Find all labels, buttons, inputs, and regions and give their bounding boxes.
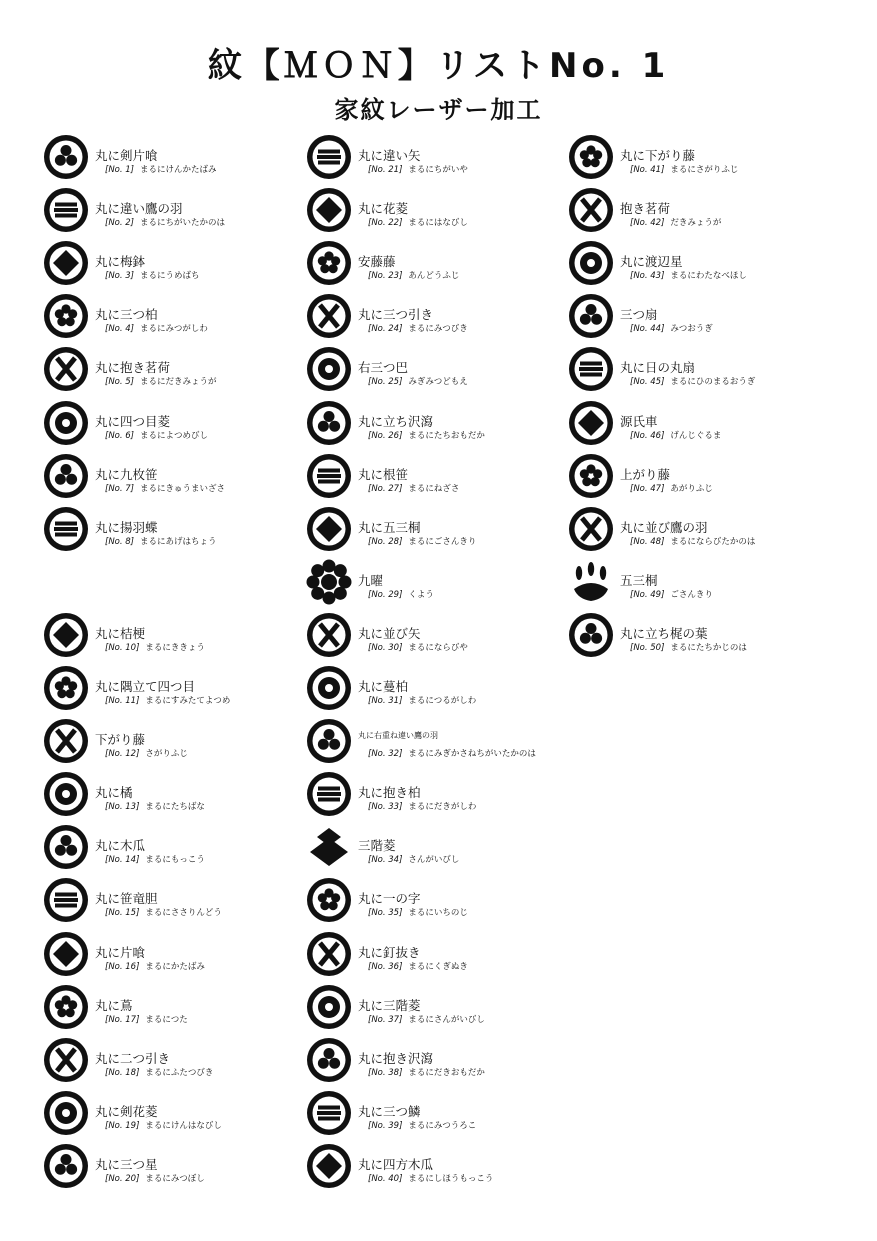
crest-meta	[105, 216, 225, 228]
crest-entry	[568, 453, 828, 503]
crest-number: [No. 27]	[368, 483, 403, 494]
crest-reading: まるにささりんどう	[145, 908, 222, 919]
crest-name: 丸に橘	[95, 785, 133, 801]
crest-meta	[368, 747, 536, 759]
crest-entry	[306, 1090, 566, 1140]
crest-emblem-icon	[306, 453, 352, 499]
crest-number: [No. 38]	[368, 1067, 403, 1078]
crest-reading: まるにかたばみ	[145, 961, 205, 972]
crest-number: [No. 34]	[368, 855, 403, 866]
crest-reading: まるにふたつびき	[145, 1067, 214, 1078]
crest-meta	[105, 853, 205, 865]
crest-name: 丸に四つ目菱	[95, 413, 171, 429]
crest-reading: まるにみつうろこ	[408, 1120, 477, 1131]
crest-meta	[368, 588, 434, 600]
crest-name: 丸に立ち梶の葉	[620, 625, 708, 641]
crest-name: 丸に三階菱	[358, 997, 421, 1013]
crest-number: [No. 7]	[105, 483, 135, 494]
crest-name: 丸に花菱	[358, 201, 409, 217]
crest-reading: まるにひのまるおうぎ	[670, 377, 756, 388]
crest-meta	[105, 535, 217, 547]
crest-number: [No. 26]	[368, 430, 403, 441]
crest-name: 丸に五三桐	[358, 519, 421, 535]
crest-number: [No. 13]	[105, 802, 140, 813]
crest-meta	[105, 429, 208, 441]
crest-reading: みぎみつどもえ	[408, 377, 468, 388]
crest-number: [No. 15]	[105, 908, 140, 919]
crest-reading: まるにたちおもだか	[408, 430, 485, 441]
crest-number: [No. 41]	[630, 165, 665, 175]
crest-number: [No. 33]	[368, 802, 403, 813]
crest-number: [No. 4]	[105, 324, 135, 335]
crest-emblem-icon	[43, 400, 89, 446]
crest-emblem-icon	[306, 718, 352, 764]
crest-number: [No. 5]	[105, 377, 135, 388]
crest-meta	[368, 853, 459, 865]
crest-emblem-icon	[568, 187, 614, 233]
crest-number: [No. 19]	[105, 1120, 140, 1131]
crest-name: 下がり藤	[95, 732, 146, 748]
crest-reading: まるによつめびし	[140, 430, 209, 441]
crest-name: 丸に剣片喰	[95, 148, 158, 163]
crest-entry	[306, 1143, 566, 1193]
crest-reading: だきみょうが	[670, 218, 722, 229]
crest-meta	[368, 1119, 476, 1131]
crest-emblem-icon	[43, 187, 89, 233]
crest-name: 丸に下がり藤	[620, 148, 696, 163]
crest-name: 丸に渡辺星	[620, 254, 683, 270]
crest-entry	[306, 346, 566, 396]
crest-emblem-icon	[568, 240, 614, 286]
crest-emblem-icon	[43, 1037, 89, 1083]
crest-meta	[105, 800, 205, 812]
crest-emblem-icon	[568, 293, 614, 339]
crest-emblem-icon	[43, 718, 89, 764]
crest-meta	[105, 163, 217, 175]
crest-emblem-icon	[43, 1143, 89, 1189]
crest-number: [No. 43]	[630, 271, 665, 282]
crest-number: [No. 29]	[368, 589, 403, 600]
crest-number: [No. 47]	[630, 483, 665, 494]
crest-entry	[43, 931, 303, 981]
crest-number: [No. 16]	[105, 961, 140, 972]
crest-entry	[43, 187, 303, 237]
crest-number: [No. 31]	[368, 696, 403, 706]
crest-emblem-icon	[43, 824, 89, 870]
crest-meta	[105, 960, 205, 972]
crest-reading: さんがいびし	[408, 855, 460, 866]
crest-entry	[568, 559, 828, 609]
crest-meta	[368, 1013, 485, 1025]
crest-emblem-icon	[306, 293, 352, 339]
crest-number: [No. 44]	[630, 324, 665, 335]
crest-meta	[630, 269, 747, 281]
crest-number: [No. 42]	[630, 218, 665, 229]
crest-name: 丸に並び矢	[358, 625, 421, 641]
crest-meta	[630, 322, 713, 334]
crest-reading: まるにみつびき	[408, 324, 468, 335]
crest-entry	[43, 506, 303, 556]
crest-meta	[630, 482, 713, 494]
crest-name: 抱き茗荷	[620, 201, 671, 217]
crest-reading: まるにくぎぬき	[408, 961, 468, 972]
crest-entry	[568, 187, 828, 237]
crest-entry	[43, 984, 303, 1034]
crest-meta	[368, 429, 485, 441]
crest-reading: あがりふじ	[670, 483, 713, 494]
crest-entry	[43, 240, 303, 290]
crest-entry	[306, 506, 566, 556]
crest-name: 丸に桔梗	[95, 625, 146, 641]
crest-number: [No. 21]	[368, 165, 403, 175]
crest-reading: まるにならびや	[408, 642, 468, 653]
crest-meta	[368, 482, 459, 494]
crest-entry	[568, 346, 828, 396]
crest-meta	[368, 1172, 493, 1184]
crest-emblem-icon	[43, 877, 89, 923]
crest-entry	[43, 718, 303, 768]
crest-reading: まるにすみたてよつめ	[145, 696, 231, 706]
crest-name: 丸に四方木瓜	[358, 1156, 434, 1172]
crest-name: 丸に違い矢	[358, 148, 421, 163]
crest-name: 右三つ巴	[358, 360, 409, 376]
crest-emblem-icon	[306, 824, 352, 870]
crest-name: 丸に九枚笹	[95, 466, 158, 482]
crest-name: 丸に蔦	[95, 997, 133, 1013]
crest-meta	[105, 641, 205, 653]
crest-name: 丸に抱き柏	[358, 785, 421, 801]
crest-entry	[43, 612, 303, 662]
crest-reading: まるにききょう	[145, 642, 205, 653]
crest-entry	[306, 984, 566, 1034]
crest-number: [No. 18]	[105, 1067, 140, 1078]
crest-reading: げんじぐるま	[670, 430, 722, 441]
crest-reading: まるにつた	[145, 1014, 188, 1025]
crest-meta	[630, 588, 713, 600]
crest-entry	[306, 293, 566, 343]
crest-name: 丸に三つ鱗	[358, 1103, 421, 1119]
crest-meta	[105, 694, 230, 706]
crest-number: [No. 30]	[368, 642, 403, 653]
crest-reading: まるにつるがしわ	[408, 696, 477, 706]
crest-emblem-icon	[43, 134, 89, 180]
crest-emblem-icon	[306, 1037, 352, 1083]
crest-name: 丸に剣花菱	[95, 1103, 158, 1119]
crest-number: [No. 1]	[105, 165, 135, 175]
crest-number: [No. 25]	[368, 377, 403, 388]
crest-entry	[306, 665, 566, 715]
crest-emblem-icon	[43, 1090, 89, 1136]
crest-name: 丸に木瓜	[95, 838, 146, 854]
crest-emblem-icon	[43, 293, 89, 339]
crest-number: [No. 11]	[105, 696, 140, 706]
crest-meta	[368, 800, 476, 812]
crest-entry	[43, 1090, 303, 1140]
crest-name: 源氏車	[620, 413, 658, 429]
crest-entry	[568, 293, 828, 343]
crest-meta	[368, 322, 468, 334]
crest-entry	[306, 931, 566, 981]
crest-emblem-icon	[306, 984, 352, 1030]
crest-entry	[43, 134, 303, 184]
crest-reading: あんどうふじ	[408, 271, 460, 282]
crest-meta	[368, 269, 459, 281]
crest-meta	[368, 694, 476, 706]
crest-number: [No. 28]	[368, 536, 403, 547]
page-title: 紋【ＭＯＮ】リストNo. 1	[207, 46, 670, 86]
crest-entry	[306, 718, 566, 768]
crest-meta	[630, 216, 721, 228]
crest-name: 五三桐	[620, 572, 658, 588]
crest-reading: ごさんきり	[670, 589, 713, 600]
crest-number: [No. 32]	[368, 749, 403, 760]
crest-emblem-icon	[306, 559, 352, 605]
crest-meta	[105, 269, 200, 281]
crest-reading: まるにあげはちょう	[140, 536, 217, 547]
crest-entry	[43, 400, 303, 450]
crest-meta	[105, 747, 188, 759]
crest-entry	[568, 506, 828, 556]
crest-emblem-icon	[43, 771, 89, 817]
crest-name: 丸に笹竜胆	[95, 891, 158, 907]
crest-name: 丸に二つ引き	[95, 1050, 171, 1066]
crest-emblem-icon	[306, 771, 352, 817]
crest-emblem-icon	[306, 877, 352, 923]
crest-entry	[43, 665, 303, 715]
crest-meta	[630, 375, 755, 387]
crest-number: [No. 39]	[368, 1120, 403, 1131]
crest-emblem-icon	[43, 453, 89, 499]
crest-emblem-icon	[306, 187, 352, 233]
crest-name: 丸に並び鷹の羽	[620, 519, 708, 535]
crest-reading: さがりふじ	[145, 749, 188, 760]
crest-name: 三つ扇	[620, 307, 658, 323]
crest-emblem-icon	[306, 1090, 352, 1136]
crest-name: 丸に一の字	[358, 891, 421, 907]
crest-meta	[630, 535, 755, 547]
crest-entry	[306, 877, 566, 927]
crest-reading: まるにだきおもだか	[408, 1067, 485, 1078]
crest-number: [No. 36]	[368, 961, 403, 972]
crest-entry	[43, 346, 303, 396]
crest-emblem-icon	[306, 240, 352, 286]
crest-emblem-icon	[306, 134, 352, 180]
crest-name: 丸に隅立て四つ目	[95, 679, 196, 694]
crest-number: [No. 35]	[368, 908, 403, 919]
crest-entry	[306, 612, 566, 662]
crest-emblem-icon	[306, 665, 352, 711]
crest-reading: まるにだきみょうが	[140, 377, 217, 388]
crest-number: [No. 3]	[105, 271, 135, 282]
crest-meta	[368, 1066, 485, 1078]
crest-number: [No. 50]	[630, 642, 665, 653]
crest-name: 九曜	[358, 572, 384, 588]
crest-meta	[105, 1119, 222, 1131]
crest-entry	[306, 400, 566, 450]
crest-number: [No. 37]	[368, 1014, 403, 1025]
crest-entry	[43, 877, 303, 927]
crest-name: 三階菱	[358, 838, 396, 854]
crest-entry	[306, 453, 566, 503]
crest-reading: まるにねざさ	[408, 483, 460, 494]
crest-meta	[368, 375, 468, 387]
crest-meta	[105, 1066, 213, 1078]
crest-entry	[43, 1037, 303, 1087]
crest-entry	[43, 824, 303, 874]
crest-number: [No. 23]	[368, 271, 403, 282]
crest-name: 丸に三つ柏	[95, 307, 158, 323]
crest-meta	[105, 482, 225, 494]
crest-meta	[630, 163, 738, 175]
crest-emblem-icon	[568, 506, 614, 552]
crest-reading: まるにならびたかのは	[670, 536, 756, 547]
crest-reading: まるにちがいたかのは	[140, 218, 226, 229]
crest-reading: まるにきゅうまいざさ	[140, 483, 226, 494]
crest-emblem-icon	[43, 346, 89, 392]
crest-number: [No. 6]	[105, 430, 135, 441]
crest-entry	[306, 134, 566, 184]
crest-reading: まるにもっこう	[145, 855, 205, 866]
crest-reading: まるにみつがしわ	[140, 324, 208, 335]
crest-meta	[368, 535, 476, 547]
crest-reading: まるにいちのじ	[408, 908, 468, 919]
crest-emblem-icon	[43, 240, 89, 286]
crest-reading: まるにごさんきり	[408, 536, 477, 547]
crest-reading: まるにみぎかさねちがいたかのは	[408, 749, 536, 760]
crest-emblem-icon	[568, 346, 614, 392]
crest-emblem-icon	[43, 506, 89, 552]
crest-emblem-icon	[568, 134, 614, 180]
crest-meta	[368, 163, 468, 175]
crest-reading: まるにだきがしわ	[408, 802, 477, 813]
crest-number: [No. 46]	[630, 430, 665, 441]
crest-name: 安藤藤	[358, 254, 396, 270]
crest-entry	[306, 771, 566, 821]
crest-emblem-icon	[43, 984, 89, 1030]
crest-meta	[105, 906, 222, 918]
crest-number: [No. 40]	[368, 1173, 403, 1184]
crest-reading: まるにけんかたばみ	[140, 165, 217, 175]
crest-name: 丸に抱き沢瀉	[358, 1050, 434, 1066]
crest-entry	[568, 134, 828, 184]
crest-emblem-icon	[568, 453, 614, 499]
crest-emblem-icon	[306, 1143, 352, 1189]
crest-meta	[105, 1172, 205, 1184]
crest-name: 丸に三つ星	[95, 1156, 158, 1172]
crest-emblem-icon	[568, 612, 614, 658]
crest-meta	[368, 216, 468, 228]
crest-reading: まるにはなびし	[408, 218, 468, 229]
crest-reading: まるにさんがいびし	[408, 1014, 485, 1025]
crest-number: [No. 17]	[105, 1014, 140, 1025]
crest-name: 丸に片喰	[95, 944, 146, 960]
crest-name: 丸に梅鉢	[95, 254, 146, 270]
crest-number: [No. 12]	[105, 749, 140, 760]
crest-reading: まるにうめばち	[140, 271, 200, 282]
crest-entry	[43, 293, 303, 343]
crest-emblem-icon	[306, 931, 352, 977]
crest-meta	[368, 906, 468, 918]
crest-number: [No. 14]	[105, 855, 140, 866]
crest-reading: まるにちがいや	[408, 165, 468, 175]
crest-meta	[105, 1013, 188, 1025]
crest-reading: まるにけんはなびし	[145, 1120, 222, 1131]
page-subtitle: 家紋レーザー加工	[334, 96, 543, 124]
crest-number: [No. 22]	[368, 218, 403, 229]
crest-number: [No. 24]	[368, 324, 403, 335]
crest-entry	[306, 1037, 566, 1087]
crest-meta	[368, 641, 468, 653]
crest-emblem-icon	[43, 665, 89, 711]
crest-reading: まるにわたなべほし	[670, 271, 747, 282]
crest-name: 丸に釘抜き	[358, 944, 421, 960]
crest-number: [No. 48]	[630, 536, 665, 547]
crest-entry	[568, 240, 828, 290]
crest-number: [No. 8]	[105, 536, 135, 547]
crest-name: 丸に三つ引き	[358, 307, 434, 323]
crest-name: 丸に違い鷹の羽	[95, 201, 183, 217]
crest-emblem-icon	[568, 400, 614, 446]
crest-reading: まるにさがりふじ	[670, 165, 739, 175]
crest-emblem-icon	[306, 346, 352, 392]
crest-reading: まるにしほうもっこう	[408, 1173, 494, 1184]
crest-emblem-icon	[43, 931, 89, 977]
crest-entry	[568, 612, 828, 662]
crest-reading: まるにみつぼし	[145, 1173, 205, 1184]
crest-meta	[630, 429, 721, 441]
crest-entry	[568, 400, 828, 450]
crest-emblem-icon	[43, 612, 89, 658]
crest-name: 丸に抱き茗荷	[95, 360, 171, 376]
crest-number: [No. 45]	[630, 377, 665, 388]
crest-number: [No. 20]	[105, 1173, 140, 1184]
crest-meta	[630, 641, 747, 653]
crest-entry	[306, 240, 566, 290]
crest-name: 丸に日の丸扇	[620, 360, 696, 376]
crest-entry	[306, 187, 566, 237]
crest-entry	[306, 824, 566, 874]
crest-emblem-icon	[306, 612, 352, 658]
crest-name: 丸に根笹	[358, 466, 409, 482]
crest-number: [No. 2]	[105, 218, 135, 229]
crest-entry	[43, 771, 303, 821]
crest-name: 丸に右重ね違い鷹の羽	[358, 731, 438, 741]
crest-meta	[105, 375, 217, 387]
crest-emblem-icon	[306, 400, 352, 446]
crest-number: [No. 10]	[105, 642, 140, 653]
crest-entry	[43, 1143, 303, 1193]
crest-name: 丸に立ち沢瀉	[358, 413, 434, 429]
crest-reading: みつおうぎ	[670, 324, 713, 335]
crest-reading: くよう	[408, 589, 434, 600]
crest-entry	[306, 559, 566, 609]
crest-number: [No. 49]	[630, 589, 665, 600]
crest-name: 丸に蔓柏	[358, 679, 409, 694]
crest-name: 上がり藤	[620, 466, 671, 482]
crest-entry	[43, 453, 303, 503]
crest-reading: まるにたちばな	[145, 802, 205, 813]
crest-reading: まるにたちかじのは	[670, 642, 747, 653]
crest-meta	[105, 322, 208, 334]
crest-meta	[368, 960, 468, 972]
crest-emblem-icon	[306, 506, 352, 552]
crest-emblem-icon	[568, 559, 614, 605]
crest-name: 丸に揚羽蝶	[95, 519, 158, 535]
